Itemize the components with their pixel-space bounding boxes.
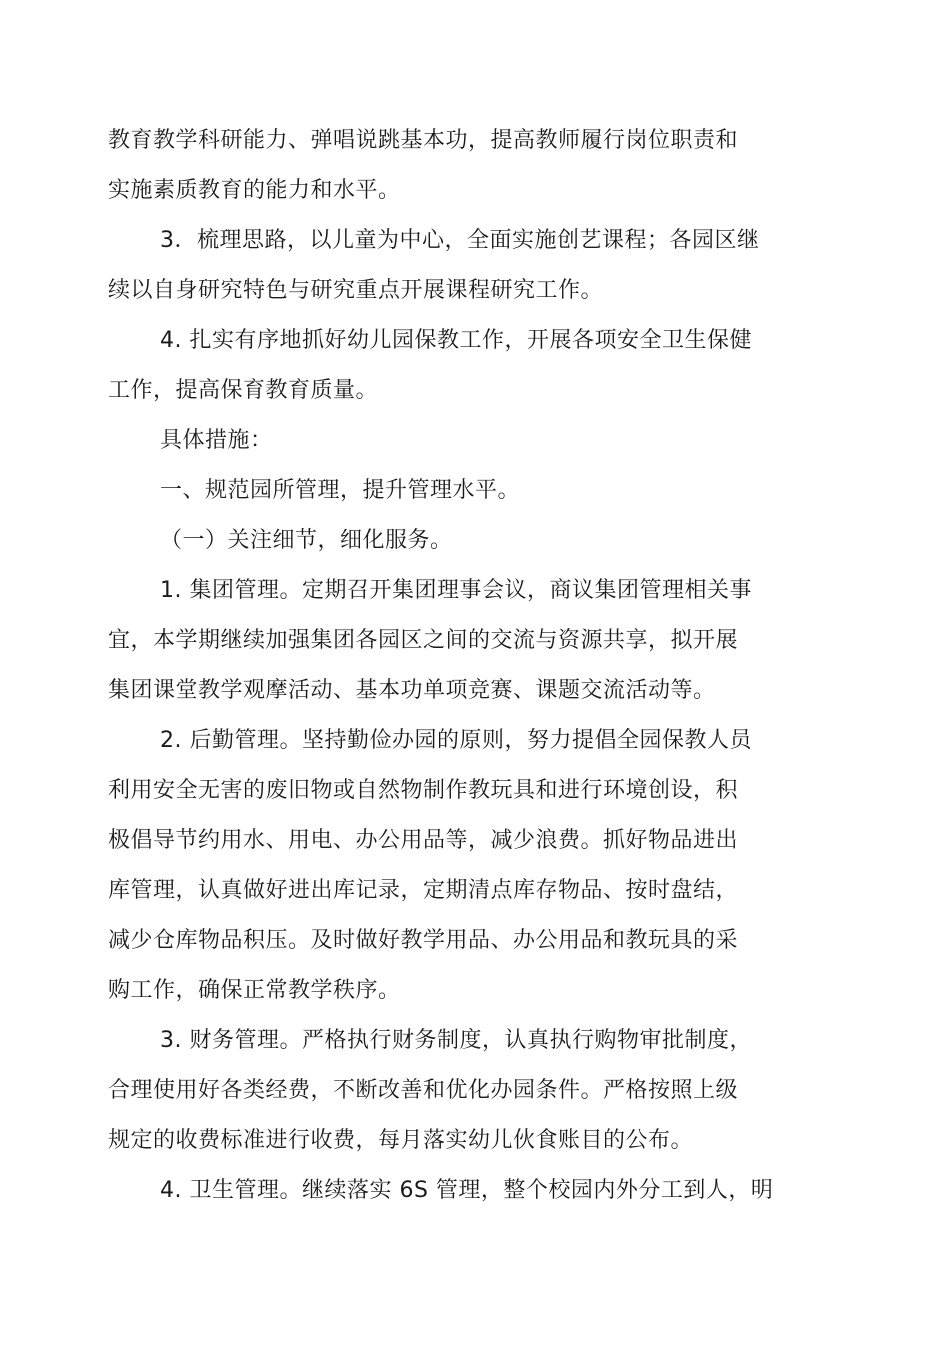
text-line: 2. 后勤管理。坚持勤俭办园的原则，努力提倡全园保教人员 xyxy=(160,728,752,753)
text-line: 续以自身研究特色与研究重点开展课程研究工作。 xyxy=(108,278,604,303)
text-line: 4. 扎实有序地抓好幼儿园保教工作，开展各项安全卫生保健 xyxy=(160,328,752,353)
text-line: 4. 卫生管理。继续落实 6S 管理，整个校园内外分工到人，明 xyxy=(160,1178,774,1203)
text-line: 宜，本学期继续加强集团各园区之间的交流与资源共享，拟开展 xyxy=(108,628,739,653)
text-line: 3．梳理思路，以儿童为中心，全面实施创艺课程；各园区继 xyxy=(160,228,760,253)
text-line: 减少仓库物品积压。及时做好教学用品、办公用品和教玩具的采 xyxy=(108,928,739,953)
section-heading: 一、规范园所管理，提升管理水平。 xyxy=(160,478,521,503)
subsection-heading: （一）关注细节，细化服务。 xyxy=(160,528,453,553)
section-heading: 具体措施： xyxy=(160,428,273,453)
text-line: 教育教学科研能力、弹唱说跳基本功，提高教师履行岗位职责和 xyxy=(108,128,739,153)
text-line: 购工作，确保正常教学秩序。 xyxy=(108,978,401,1003)
text-line: 1. 集团管理。定期召开集团理事会议，商议集团管理相关事 xyxy=(160,578,752,603)
text-line: 合理使用好各类经费，不断改善和优化办园条件。严格按照上级 xyxy=(108,1078,739,1103)
text-line: 规定的收费标准进行收费，每月落实幼儿伙食账目的公布。 xyxy=(108,1128,694,1153)
text-line: 极倡导节约用水、用电、办公用品等，减少浪费。抓好物品进出 xyxy=(108,828,739,853)
text-line: 集团课堂教学观摩活动、基本功单项竞赛、课题交流活动等。 xyxy=(108,678,716,703)
text-line: 3. 财务管理。严格执行财务制度，认真执行购物审批制度， xyxy=(160,1028,752,1053)
text-line: 库管理，认真做好进出库记录，定期清点库存物品、按时盘结， xyxy=(108,878,739,903)
text-line: 利用安全无害的废旧物或自然物制作教玩具和进行环境创设，积 xyxy=(108,778,739,803)
text-line: 实施素质教育的能力和水平。 xyxy=(108,178,401,203)
text-line: 工作，提高保育教育质量。 xyxy=(108,378,379,403)
